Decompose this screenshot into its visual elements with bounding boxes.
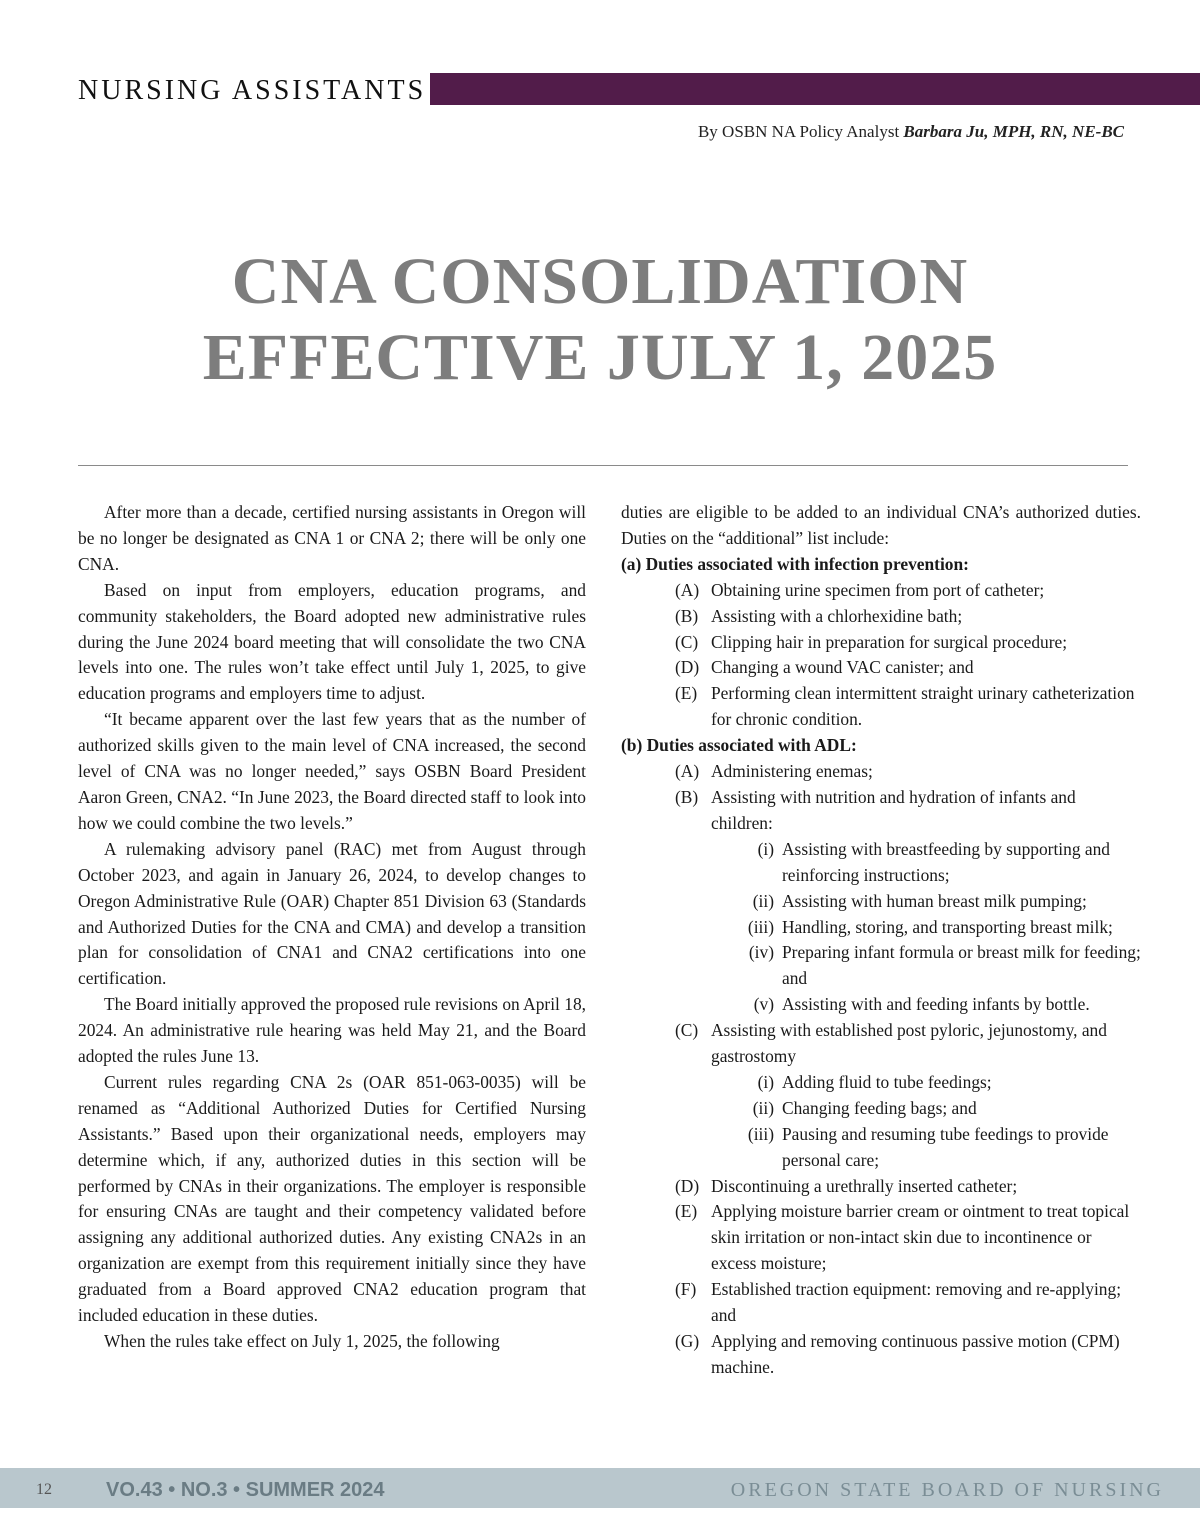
sub-list-item <box>621 1096 1141 1122</box>
list-item <box>621 578 1141 604</box>
list-text: Adding fluid to tube feedings; <box>782 1071 992 1092</box>
list-text: Assisting with a chlorhexidine bath; <box>711 605 963 626</box>
page-number: 12 <box>36 1481 52 1498</box>
sub-list-item <box>621 915 1141 941</box>
list-marker: (G) <box>675 1331 700 1351</box>
section-accent-bar <box>430 73 1200 105</box>
section-a-heading: (a) Duties associated with infection prevention: <box>621 553 969 574</box>
list-marker: (i) <box>757 838 774 859</box>
list-marker: (ii) <box>752 890 774 911</box>
list-marker: (i) <box>757 1071 774 1092</box>
paragraph: After more than a decade, certified nursing assistants in Oregon will be no longer be designated as CNA 1 or CNA 2; there will be only one CNA. <box>78 502 586 574</box>
list-item <box>621 655 1141 681</box>
list-marker: (iv) <box>748 942 774 963</box>
section-label: NURSING ASSISTANTS <box>78 75 427 106</box>
section-b-heading: (b) Duties associated with ADL: <box>621 735 857 756</box>
issue-label: VO.43 • NO.3 • SUMMER 2024 <box>106 1479 385 1501</box>
left-column <box>78 500 586 1355</box>
sub-list-item <box>621 940 1141 992</box>
list-marker: (ii) <box>752 1097 774 1118</box>
byline <box>698 120 1124 144</box>
list-text: Changing feeding bags; and <box>782 1097 977 1118</box>
sub-list-item <box>621 992 1141 1018</box>
paragraph: Based on input from employers, education programs, and community stakeholders, the Board adopted new administrative rules during the June 2024 board meeting that will consolidate the two CNA levels into one. The rules won’t take effect until July 1, 2025, to give education programs and employers time to adjust. <box>78 579 586 704</box>
list-item <box>621 681 1141 733</box>
list-marker: (B) <box>675 786 699 807</box>
list-item <box>621 604 1141 630</box>
list-item <box>621 1277 1141 1329</box>
paragraph: The Board initially approved the proposed rule revisions on April 18, 2024. An administrative rule hearing was held May 21, and the Board adopted the rules June 13. <box>78 994 586 1067</box>
sub-list-item <box>621 1122 1141 1174</box>
list-item <box>621 1174 1141 1200</box>
list-text: Changing a wound VAC canister; and <box>711 657 974 678</box>
byline-prefix: By OSBN NA Policy Analyst <box>697 122 904 141</box>
list-item <box>621 630 1141 656</box>
list-text: Preparing infant formula or breast milk for feeding; and <box>782 942 1141 989</box>
list-marker: (v) <box>753 994 774 1015</box>
sub-list-item <box>621 1070 1141 1096</box>
list-text: Established traction equipment: removing and re-applying; and <box>711 1279 1122 1326</box>
list-marker: (E) <box>675 1201 698 1222</box>
list-marker: (B) <box>675 605 699 626</box>
right-column <box>621 500 1141 1381</box>
sub-list-item <box>621 837 1141 889</box>
list-item <box>621 1018 1141 1070</box>
title-line-1: CNA CONSOLIDATION <box>231 245 969 318</box>
organization-name: OREGON STATE BOARD OF NURSING <box>730 1479 1164 1501</box>
list-text: Administering enemas; <box>711 761 873 782</box>
list-intro: duties are eligible to be added to an individual CNA’s authorized duties. Duties on the “additional” list include: <box>621 502 1141 548</box>
list-marker: (iii) <box>747 1123 774 1144</box>
paragraph: A rulemaking advisory panel (RAC) met from August through October 2023, and again in January 26, 2024, to develop changes to Oregon Administrative Rule (OAR) Chapter 851 Division 63 (Standards and Authorized Duties for the CNA and CMA) and develop a transition plan for consolidation of CNA1 and CNA2 certifications into one certification. <box>78 838 586 989</box>
list-item <box>621 1329 1141 1381</box>
list-marker: (iii) <box>747 916 774 937</box>
list-text: Obtaining urine specimen from port of catheter; <box>711 579 1045 600</box>
list-text: Performing clean intermittent straight urinary catheterization for chronic condition. <box>711 683 1135 730</box>
list-text: Discontinuing a urethrally inserted catheter; <box>711 1175 1018 1196</box>
list-text: Pausing and resuming tube feedings to provide personal care; <box>782 1123 1109 1170</box>
list-text: Assisting with nutrition and hydration of infants and children: <box>711 786 1076 833</box>
sub-list-item <box>621 889 1141 915</box>
byline-author: Barbara Ju, MPH, RN, NE-BC <box>903 122 1124 141</box>
list-marker: (F) <box>675 1279 697 1300</box>
list-marker: (C) <box>675 631 699 652</box>
list-text: Clipping hair in preparation for surgical procedure; <box>711 631 1068 652</box>
list-marker: (D) <box>675 1175 700 1196</box>
paragraph: Current rules regarding CNA 2s (OAR 851-063-0035) will be renamed as “Additional Authorized Duties for Certified Nursing Assistants.” Based upon their organizational needs, employers may determine which, if any, authorized duties in this section will be performed by CNAs in their organizations. The employer is responsible for ensuring CNAs are taught and their competency validated before assigning any additional authorized duties. Any existing CNA2s in an organization are exempt from this requirement initially since they have graduated from a Board approved CNA2 education program that included education in these duties. <box>78 1071 586 1326</box>
list-text: Assisting with and feeding infants by bottle. <box>782 994 1090 1015</box>
title-divider <box>78 465 1128 466</box>
paragraph: “It became apparent over the last few years that as the number of authorized skills given to the main level of CNA increased, the second level of CNA was no longer needed,” says OSBN Board President Aaron Green, CNA2. “In June 2023, the Board directed staff to look into how we could combine the two levels.” <box>78 709 586 833</box>
list-marker: (C) <box>675 1020 699 1041</box>
paragraph: When the rules take effect on July 1, 2025, the following <box>104 1331 500 1351</box>
title-line-2: EFFECTIVE JULY 1, 2025 <box>202 321 998 394</box>
list-text: Assisting with breastfeeding by supporting and reinforcing instructions; <box>782 838 1110 885</box>
list-item <box>621 785 1141 837</box>
list-text: Applying moisture barrier cream or ointment to treat topical skin irritation or non-intact skin due to incontinence or excess moisture; <box>711 1201 1130 1274</box>
list-item <box>621 1199 1141 1277</box>
list-item <box>621 759 1141 785</box>
list-text: Assisting with established post pyloric, jejunostomy, and gastrostomy <box>711 1020 1107 1067</box>
article-title <box>0 244 1200 396</box>
list-marker: (E) <box>675 683 698 704</box>
list-marker: (D) <box>675 657 700 678</box>
list-marker: (A) <box>675 579 700 600</box>
list-text: Handling, storing, and transporting breast milk; <box>782 916 1113 937</box>
list-marker: (A) <box>675 761 700 782</box>
list-text: Assisting with human breast milk pumping; <box>782 890 1087 911</box>
list-text: Applying and removing continuous passive motion (CPM) machine. <box>711 1331 1120 1377</box>
